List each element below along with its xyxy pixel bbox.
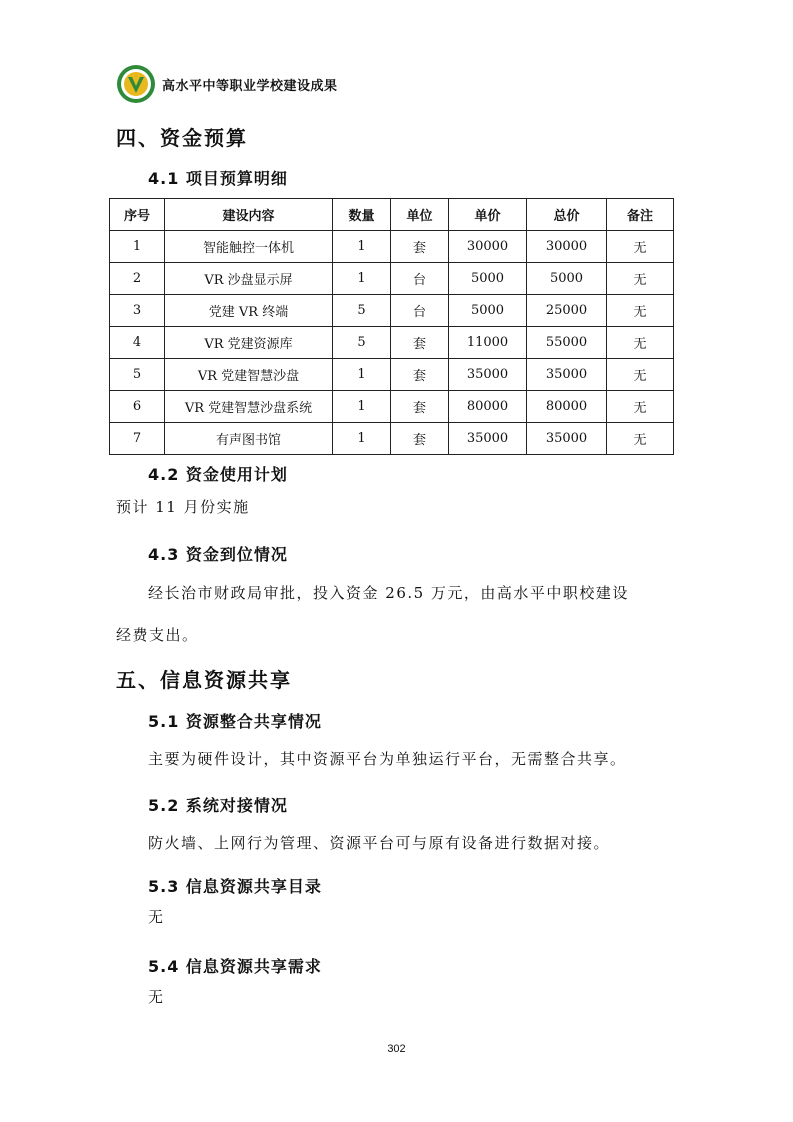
table-cell: 1 xyxy=(333,263,391,295)
table-cell: 套 xyxy=(391,327,449,359)
section-4-2-heading: 4.2 资金使用计划 xyxy=(148,465,288,484)
table-cell: 无 xyxy=(607,327,674,359)
table-cell: 7 xyxy=(110,423,165,455)
table-cell: 套 xyxy=(391,359,449,391)
table-cell: 2 xyxy=(110,263,165,295)
table-cell: 无 xyxy=(607,423,674,455)
table-header-row xyxy=(110,199,674,231)
table-cell: 35000 xyxy=(449,423,527,455)
section-4-2-text: 预计 11 月份实施 xyxy=(116,498,250,516)
section-5-2-text: 防火墙、上网行为管理、资源平台可与原有设备进行数据对接。 xyxy=(148,834,611,852)
table-cell: 智能触控一体机 xyxy=(165,231,333,263)
table-cell: VR 党建智慧沙盘系统 xyxy=(165,391,333,423)
page-number: 302 xyxy=(387,1043,406,1055)
table-cell: 1 xyxy=(333,423,391,455)
col-header-remark: 备注 xyxy=(607,199,674,231)
table-cell: 5000 xyxy=(449,263,527,295)
table-cell: 6 xyxy=(110,391,165,423)
table-cell: VR 党建资源库 xyxy=(165,327,333,359)
col-header-unit-price: 单价 xyxy=(449,199,527,231)
table-cell: 党建 VR 终端 xyxy=(165,295,333,327)
section-5-3-text: 无 xyxy=(148,908,165,926)
table-cell: 11000 xyxy=(449,327,527,359)
table-cell: 5000 xyxy=(527,263,607,295)
table-cell: 5 xyxy=(333,327,391,359)
table-cell: 1 xyxy=(110,231,165,263)
header-title: 高水平中等职业学校建设成果 xyxy=(162,78,338,94)
section-4-heading: 四、资金预算 xyxy=(116,126,248,150)
table-row xyxy=(110,423,674,455)
budget-table xyxy=(109,198,674,455)
table-row xyxy=(110,263,674,295)
col-header-content: 建设内容 xyxy=(165,199,333,231)
section-5-1-heading: 5.1 资源整合共享情况 xyxy=(148,712,322,731)
table-cell: 5 xyxy=(110,359,165,391)
section-5-4-heading: 5.4 信息资源共享需求 xyxy=(148,957,322,976)
table-cell: 4 xyxy=(110,327,165,359)
table-cell: 35000 xyxy=(527,359,607,391)
table-cell: 台 xyxy=(391,295,449,327)
col-header-quantity: 数量 xyxy=(333,199,391,231)
table-cell: 有声图书馆 xyxy=(165,423,333,455)
section-4-3-text-line2: 经费支出。 xyxy=(116,626,199,644)
section-5-4-text: 无 xyxy=(148,988,165,1006)
table-row xyxy=(110,231,674,263)
table-cell: 1 xyxy=(333,231,391,263)
table-cell: 30000 xyxy=(527,231,607,263)
table-row xyxy=(110,359,674,391)
section-5-heading: 五、信息资源共享 xyxy=(116,668,292,692)
section-4-3-heading: 4.3 资金到位情况 xyxy=(148,545,288,564)
table-cell: 80000 xyxy=(527,391,607,423)
col-header-unit: 单位 xyxy=(391,199,449,231)
section-4-1-heading: 4.1 项目预算明细 xyxy=(148,169,288,188)
table-cell: 套 xyxy=(391,423,449,455)
section-5-2-heading: 5.2 系统对接情况 xyxy=(148,796,288,815)
table-cell: 无 xyxy=(607,359,674,391)
table-cell: 无 xyxy=(607,391,674,423)
table-cell: 55000 xyxy=(527,327,607,359)
table-row xyxy=(110,327,674,359)
table-row xyxy=(110,295,674,327)
table-cell: 套 xyxy=(391,231,449,263)
table-cell: 80000 xyxy=(449,391,527,423)
col-header-index: 序号 xyxy=(110,199,165,231)
table-cell: 25000 xyxy=(527,295,607,327)
table-cell: 5 xyxy=(333,295,391,327)
table-cell: 5000 xyxy=(449,295,527,327)
table-row xyxy=(110,391,674,423)
col-header-total: 总价 xyxy=(527,199,607,231)
table-cell: 套 xyxy=(391,391,449,423)
table-cell: 35000 xyxy=(449,359,527,391)
table-cell: 35000 xyxy=(527,423,607,455)
table-cell: VR 党建智慧沙盘 xyxy=(165,359,333,391)
table-cell: 30000 xyxy=(449,231,527,263)
table-cell: 3 xyxy=(110,295,165,327)
table-cell: VR 沙盘显示屏 xyxy=(165,263,333,295)
page-header xyxy=(116,62,338,106)
table-cell: 无 xyxy=(607,295,674,327)
section-5-3-heading: 5.3 信息资源共享目录 xyxy=(148,877,322,896)
table-cell: 1 xyxy=(333,391,391,423)
table-cell: 无 xyxy=(607,231,674,263)
section-4-3-text-line1: 经长治市财政局审批，投入资金 26.5 万元，由高水平中职校建设 xyxy=(148,584,629,602)
table-cell: 无 xyxy=(607,263,674,295)
table-cell: 台 xyxy=(391,263,449,295)
school-logo-icon xyxy=(116,64,156,104)
section-5-1-text: 主要为硬件设计，其中资源平台为单独运行平台，无需整合共享。 xyxy=(148,750,627,768)
table-cell: 1 xyxy=(333,359,391,391)
